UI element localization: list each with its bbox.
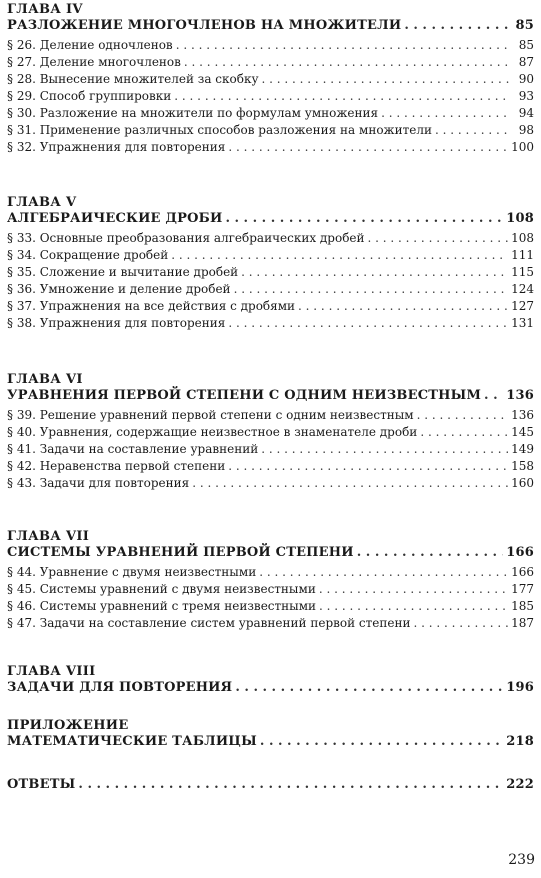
section-page: 131 — [511, 316, 534, 330]
chapter-5 — [7, 196, 534, 332]
toc-entry — [7, 105, 534, 122]
toc-entry — [7, 71, 534, 88]
dot-leader — [357, 544, 504, 561]
chapter-page: 218 — [506, 734, 534, 749]
chapter-title: ОТВЕТЫ — [7, 777, 76, 792]
section-page: 94 — [518, 106, 534, 120]
chapter-page: 136 — [506, 388, 534, 403]
toc-entry — [7, 264, 534, 281]
page-number: 239 — [508, 852, 535, 868]
section-title: § 29. Способ группировки — [7, 89, 172, 103]
chapter-title-entry — [7, 387, 534, 404]
chapter-label: ГЛАВА VII — [7, 529, 90, 544]
section-page: 166 — [511, 565, 534, 579]
chapter-title-entry — [7, 544, 534, 561]
section-title: § 33. Основные преобразования алгебраических дробей — [7, 231, 365, 245]
dot-leader — [241, 264, 508, 281]
dot-leader — [225, 210, 503, 227]
section-page: 98 — [518, 123, 534, 137]
section-title: § 40. Уравнения, содержащие неизвестное в знаменателе дроби — [7, 425, 418, 439]
toc-entry — [7, 247, 534, 264]
section-title: § 42. Неравенства первой степени — [7, 459, 226, 473]
chapter-label: ГЛАВА VI — [7, 372, 83, 387]
dot-leader — [368, 230, 509, 247]
dot-leader — [298, 298, 508, 315]
section-title: § 46. Системы уравнений с тремя неизвестными — [7, 599, 317, 613]
chapter-title-entry — [7, 679, 534, 696]
section-title: § 37. Упражнения на все действия с дробями — [7, 299, 296, 313]
section-page: 149 — [511, 442, 534, 456]
chapter-title: ЗАДАЧИ ДЛЯ ПОВТОРЕНИЯ — [7, 680, 233, 695]
section-title: § 39. Решение уравнений первой степени с одним неизвестным — [7, 408, 414, 422]
chapter-title-entry — [7, 733, 534, 750]
section-title: § 38. Упражнения для повторения — [7, 316, 226, 330]
chapter-label: ГЛАВА VIII — [7, 664, 96, 679]
section-title: § 47. Задачи на составление систем уравнений первой степени — [7, 616, 411, 630]
section-page: 108 — [511, 231, 534, 245]
toc-entry — [7, 88, 534, 105]
section-page: 111 — [511, 248, 534, 262]
section-title: § 27. Деление многочленов — [7, 55, 181, 69]
dot-leader — [78, 776, 503, 793]
section-title: § 34. Сокращение дробей — [7, 248, 169, 262]
chapter-title: АЛГЕБРАИЧЕСКИЕ ДРОБИ — [7, 211, 223, 226]
chapter-title-entry — [7, 210, 534, 227]
section-title: § 36. Умножение и деление дробей — [7, 282, 231, 296]
toc-entry — [7, 615, 534, 632]
chapter-page: 222 — [506, 777, 534, 792]
toc-entry — [7, 424, 534, 441]
section-page: 160 — [511, 476, 534, 490]
section-title: § 32. Упражнения для повторения — [7, 140, 226, 154]
appendix — [7, 719, 534, 750]
section-page: 136 — [511, 408, 534, 422]
toc-entry — [7, 281, 534, 298]
dot-leader — [171, 247, 508, 264]
section-page: 100 — [511, 140, 534, 154]
section-title: § 26. Деление одночленов — [7, 38, 173, 52]
toc-entry — [7, 458, 534, 475]
dot-leader — [435, 122, 509, 139]
section-list — [7, 407, 534, 492]
section-title: § 43. Задачи для повторения — [7, 476, 190, 490]
chapter-8 — [7, 665, 534, 696]
section-page: 87 — [518, 55, 534, 69]
toc-entry — [7, 37, 534, 54]
section-page: 93 — [518, 89, 534, 103]
section-title: § 28. Вынесение множителей за скобку — [7, 72, 259, 86]
chapter-label: ГЛАВА IV — [7, 2, 83, 17]
section-page: 145 — [511, 425, 534, 439]
toc-entry — [7, 581, 534, 598]
toc-entry — [7, 139, 534, 156]
chapter-6 — [7, 373, 534, 492]
chapter-title: РАЗЛОЖЕНИЕ МНОГОЧЛЕНОВ НА МНОЖИТЕЛИ — [7, 18, 402, 33]
section-page: 127 — [511, 299, 534, 313]
section-title: § 41. Задачи на составление уравнений — [7, 442, 259, 456]
dot-leader — [420, 424, 508, 441]
chapter-title-entry — [7, 776, 534, 793]
dot-leader — [228, 139, 508, 156]
chapter-page: 166 — [506, 545, 534, 560]
chapter-title: МАТЕМАТИЧЕСКИЕ ТАБЛИЦЫ — [7, 734, 257, 749]
section-page: 115 — [511, 265, 534, 279]
section-page: 187 — [511, 616, 534, 630]
section-title: § 30. Разложение на множители по формулам умножения — [7, 106, 379, 120]
dot-leader — [417, 407, 508, 424]
dot-leader — [228, 458, 508, 475]
chapter-label: ПРИЛОЖЕНИЕ — [7, 718, 129, 733]
toc-entry — [7, 54, 534, 71]
dot-leader — [228, 315, 508, 332]
dot-leader — [235, 679, 503, 696]
chapter-title: СИСТЕМЫ УРАВНЕНИЙ ПЕРВОЙ СТЕПЕНИ — [7, 545, 354, 560]
section-list — [7, 230, 534, 332]
section-page: 185 — [511, 599, 534, 613]
toc-entry — [7, 230, 534, 247]
section-title: § 45. Системы уравнений с двумя неизвестными — [7, 582, 316, 596]
chapter-4 — [7, 3, 534, 156]
dot-leader — [262, 71, 509, 88]
dot-leader — [261, 441, 508, 458]
chapter-page: 108 — [506, 211, 534, 226]
dot-leader — [319, 598, 508, 615]
toc-entry — [7, 315, 534, 332]
chapter-page: 196 — [506, 680, 534, 695]
section-title: § 35. Сложение и вычитание дробей — [7, 265, 239, 279]
toc-entry — [7, 122, 534, 139]
section-page: 158 — [511, 459, 534, 473]
chapter-page: 85 — [515, 18, 534, 33]
dot-leader — [259, 564, 508, 581]
chapter-title: УРАВНЕНИЯ ПЕРВОЙ СТЕПЕНИ С ОДНИМ НЕИЗВЕСТНЫМ — [7, 388, 482, 403]
toc-entry — [7, 441, 534, 458]
section-list — [7, 37, 534, 156]
dot-leader — [319, 581, 508, 598]
dot-leader — [260, 733, 503, 750]
dot-leader — [413, 615, 508, 632]
dot-leader — [184, 54, 509, 71]
section-title: § 31. Применение различных способов разложения на множители — [7, 123, 432, 137]
section-page: 90 — [518, 72, 534, 86]
section-page: 124 — [511, 282, 534, 296]
toc-entry — [7, 298, 534, 315]
dot-leader — [484, 387, 503, 404]
toc-entry — [7, 475, 534, 492]
toc-entry — [7, 598, 534, 615]
chapter-7 — [7, 530, 534, 632]
dot-leader — [234, 281, 509, 298]
answers — [7, 776, 534, 793]
dot-leader — [176, 37, 509, 54]
chapter-title-entry — [7, 17, 534, 34]
section-title: § 44. Уравнение с двумя неизвестными — [7, 565, 257, 579]
dot-leader — [174, 88, 509, 105]
dot-leader — [192, 475, 508, 492]
dot-leader — [404, 17, 509, 34]
dot-leader — [381, 105, 509, 122]
section-page: 85 — [518, 38, 534, 52]
toc-entry — [7, 407, 534, 424]
section-list — [7, 564, 534, 632]
chapter-label: ГЛАВА V — [7, 195, 77, 210]
section-page: 177 — [511, 582, 534, 596]
toc-entry — [7, 564, 534, 581]
